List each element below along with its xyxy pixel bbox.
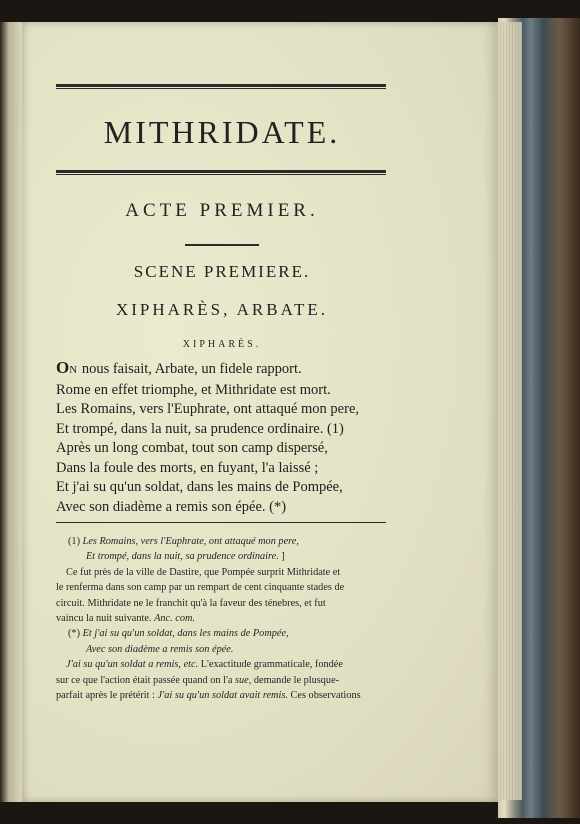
title-double-rule xyxy=(56,170,386,175)
verse-line: Dans la foule des morts, en fuyant, l'a laissé ; xyxy=(56,459,319,476)
footnotes xyxy=(56,534,392,703)
verse-initial: O xyxy=(56,358,70,377)
footnote-marker: (*) xyxy=(68,628,81,640)
verse-line: Rome en effet triomphe, et Mithridate est mort. xyxy=(56,381,331,398)
verse-line: Et j'ai su qu'un soldat, dans les mains de Pompée, xyxy=(56,479,343,495)
verse-line: Avec son diadème a remis son épée. (*) xyxy=(56,498,287,515)
footnote-text: parfait après le prétérit : xyxy=(56,690,158,702)
play-title: MITHRIDATE. xyxy=(103,114,341,150)
footnote-source: Anc. com. xyxy=(154,613,195,625)
footnote-text: vaincu la nuit suivante. xyxy=(56,613,155,625)
verse-line: Et trompé, dans la nuit, sa prudence ordinaire. (1) xyxy=(56,420,344,437)
speaker-name: XIPHARÈS. xyxy=(182,339,262,350)
footnote-text: , demande le plusque- xyxy=(248,674,340,686)
footnote-line xyxy=(56,673,392,688)
footnote-bracket: ] xyxy=(278,551,285,563)
footnote-quote: sue xyxy=(234,674,249,686)
footnote-line xyxy=(56,549,392,564)
footnote-quote: Et j'ai su qu'un soldat, dans les mains de Pompée, xyxy=(82,628,289,640)
footnote-text: Ces observations xyxy=(287,690,361,702)
book-page xyxy=(22,22,498,802)
footnote-quote: Les Romains, vers l'Euphrate, ont attaqué mon pere, xyxy=(82,536,299,547)
footnote-text: sur ce que l'action était passée quand on l'a xyxy=(56,674,235,686)
footnote-line: le renferma dans son camp par un rempart de cent cinquante stades de xyxy=(56,582,345,594)
footnote-line xyxy=(56,534,392,549)
footnote-line xyxy=(56,688,392,703)
footnote-rule xyxy=(56,522,386,523)
act-divider xyxy=(185,244,259,246)
footnote-quote: J'ai su qu'un soldat a remis, etc. xyxy=(66,659,199,671)
characters-heading: XIPHARÈS, ARBATE. xyxy=(115,300,329,319)
footnote-marker: (1) xyxy=(68,536,81,547)
scene-heading: SCENE PREMIERE. xyxy=(133,262,311,281)
footnote-line xyxy=(56,611,392,626)
verse-block xyxy=(56,358,416,517)
verse-smallcap: N xyxy=(69,364,79,376)
footnote-line: circuit. Mithridate ne le franchit qu'à la faveur des ténebres, et fut xyxy=(56,597,326,609)
footnote-quote: Avec son diadème a remis son épée. xyxy=(86,643,234,655)
verse-line xyxy=(56,358,416,381)
footnote-quote: Et trompé, dans la nuit, sa prudence ordinaire. xyxy=(86,551,279,563)
left-page-edge xyxy=(0,22,22,802)
top-double-rule xyxy=(56,84,386,89)
footnote-line xyxy=(56,657,392,672)
verse-line: Après un long combat, tout son camp dispersé, xyxy=(56,440,328,456)
footnote-line xyxy=(56,642,392,657)
verse-line-text: nous faisait, Arbate, un fidele rapport. xyxy=(78,361,302,377)
act-heading: ACTE PREMIER. xyxy=(125,200,319,221)
footnote-line: Ce fut près de la ville de Dastire, que Pompée surprit Mithridate et xyxy=(66,566,341,578)
footnote-text: L'exactitude grammaticale, fondée xyxy=(198,659,343,671)
footnote-line xyxy=(56,626,392,641)
verse-line: Les Romains, vers l'Euphrate, ont attaqué mon pere, xyxy=(56,401,359,417)
footnote-quote: J'ai su qu'un soldat avait remis. xyxy=(157,690,288,702)
